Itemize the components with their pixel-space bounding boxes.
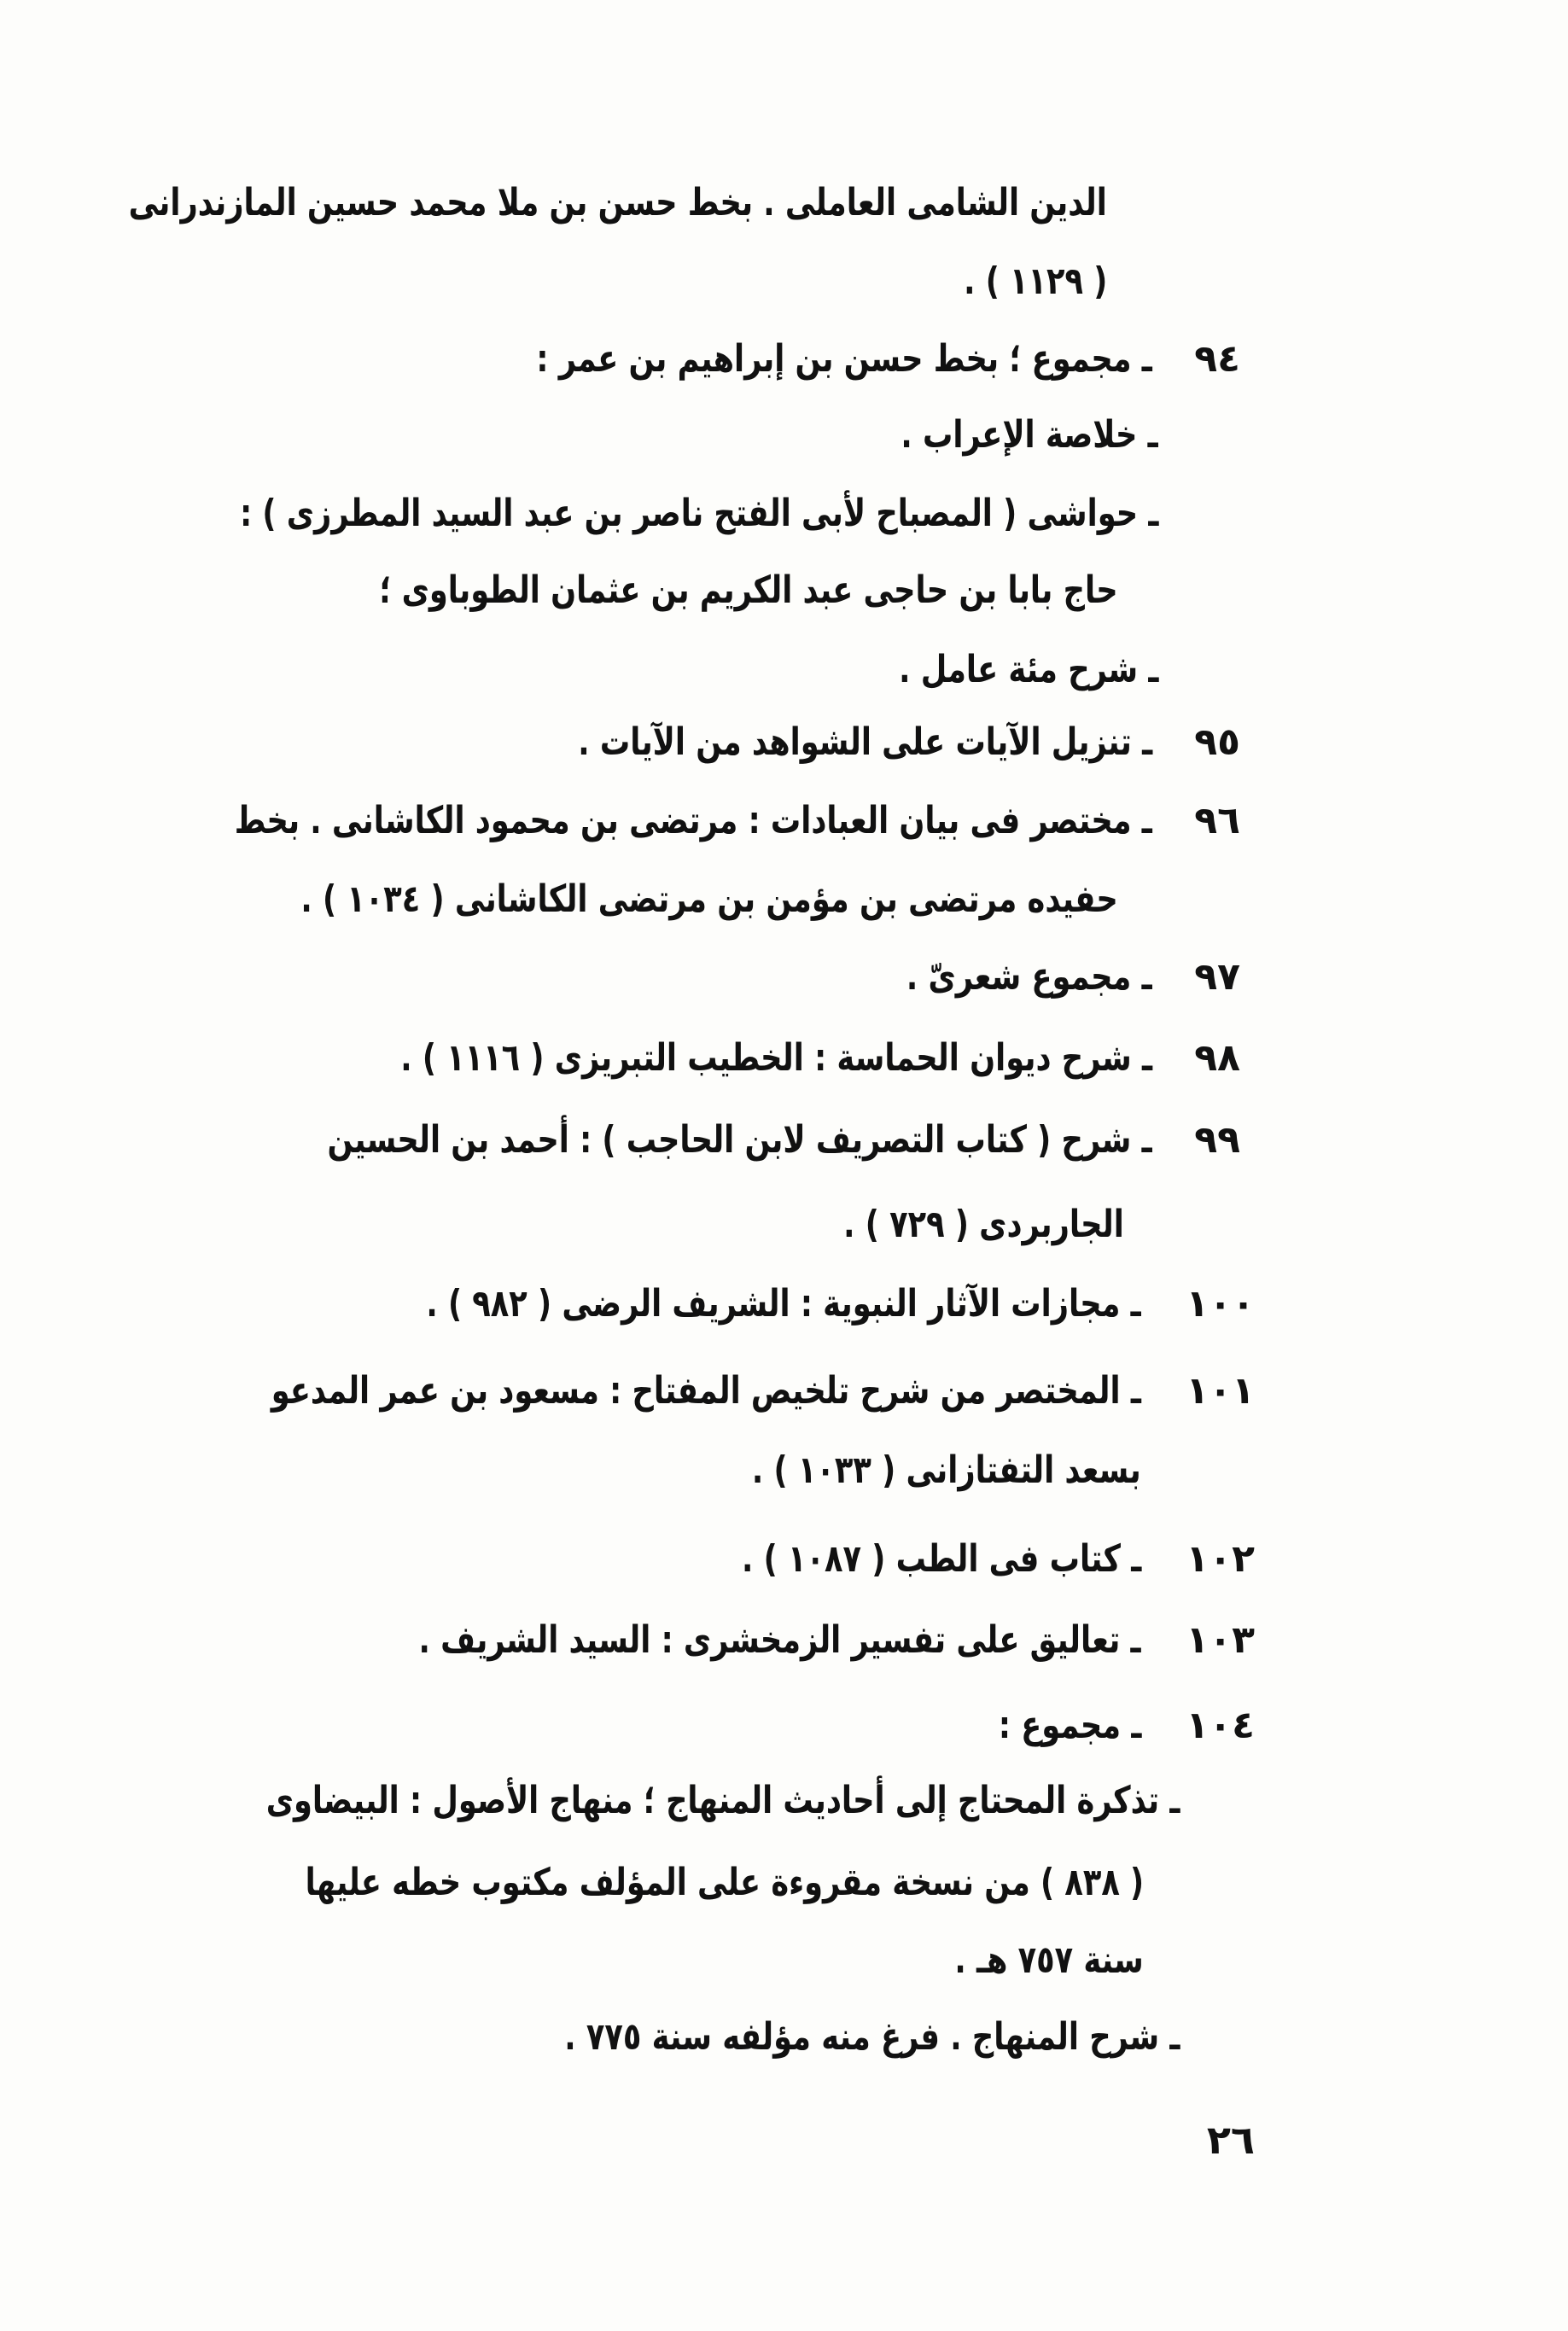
text-line: ـ حواشى ( المصباح لأبى الفتح ناصر بن عبد السيد المطرزى ) : [239,492,1158,535]
entry-number: ٩٤ [1194,337,1240,381]
entry-number: ٩٥ [1194,720,1240,764]
text-line: بسعد التفتازانى ( ١٠٣٣ ) . [752,1448,1141,1492]
text-line: ـ المختصر من شرح تلخيص المفتاح : مسعود بن عمر المدعو [271,1369,1141,1413]
text-line: ـ شرح مئة عامل . [898,648,1158,691]
text-line: ـ شرح المنهاج . فرغ منه مؤلفه سنة ٧٧٥ . [563,2015,1180,2059]
text-line: ( ١١٢٩ ) . [963,259,1107,303]
text-line: حفيده مرتضى بن مؤمن بن مرتضى الكاشانى ( ١٠٣٤ ) . [300,877,1118,921]
text-line: ـ تذكرة المحتاج إلى أحاديث المنهاج ؛ منهاج الأصول : البيضاوى [265,1779,1180,1822]
entry-number: ١٠٣ [1186,1618,1255,1662]
text-line: حاج بابا بن حاجى عبد الكريم بن عثمان الطوباوى ؛ [379,568,1118,612]
text-line: ـ كتاب فى الطب ( ١٠٨٧ ) . [741,1537,1141,1581]
text-line: ـ شرح ( كتاب التصريف لابن الحاجب ) : أحمد بن الحسين [327,1118,1152,1162]
text-line: الجاربردى ( ٧٢٩ ) . [843,1203,1124,1246]
entry-number: ١٠٤ [1186,1704,1255,1747]
text-line: ـ خلاصة الإعراب . [901,413,1158,457]
entry-number: ٩٨ [1194,1036,1240,1080]
text-line: ـ مجموع شعرىّ . [906,955,1152,999]
entry-number: ٩٦ [1194,799,1240,842]
text-line: الدين الشامى العاملى . بخط حسن بن ملا محمد حسين المازندرانى [128,181,1107,224]
text-line: ـ شرح ديوان الحماسة : الخطيب التبريزى ( ١١١٦ ) . [400,1036,1152,1080]
text-line: ـ مجموع ؛ بخط حسن بن إبراهيم بن عمر : [536,337,1152,381]
text-line: ـ مجازات الآثار النبوية : الشريف الرضى ( ٩٨٢ ) . [426,1282,1141,1326]
page-number: ٢٦ [1206,2117,1255,2163]
entry-number: ١٠١ [1186,1369,1255,1413]
entry-number: ١٠٢ [1186,1537,1255,1581]
entry-number: ١٠٠ [1186,1282,1255,1326]
text-line: ـ تنزيل الآيات على الشواهد من الآيات . [578,720,1152,764]
text-line: ( ٨٣٨ ) من نسخة مقروءة على المؤلف مكتوب خطه عليها [305,1861,1144,1904]
entry-number: ٩٧ [1194,955,1240,999]
text-line: ـ مجموع : [998,1704,1141,1747]
text-line: ـ تعاليق على تفسير الزمخشرى : السيد الشريف . [418,1618,1141,1662]
text-line: ـ مختصر فى بيان العبادات : مرتضى بن محمود الكاشانى . بخط [234,799,1152,842]
entry-number: ٩٩ [1194,1118,1240,1162]
text-line: سنة ٧٥٧ هـ . [954,1938,1144,1982]
